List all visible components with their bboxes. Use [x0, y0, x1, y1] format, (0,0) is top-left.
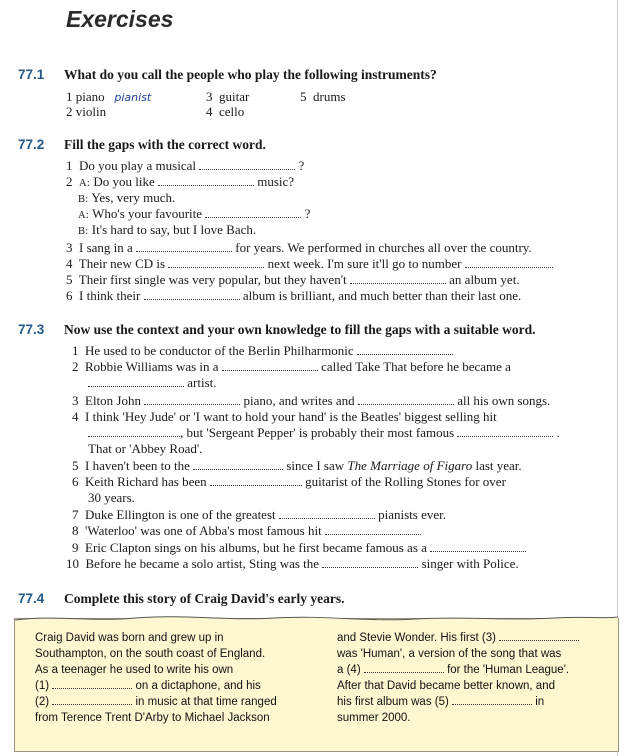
- instrument-item-3: 3 guitar: [206, 89, 250, 104]
- gap-line-2: 2 A: Do you like music?: [66, 174, 295, 189]
- answer-gap[interactable]: [88, 376, 184, 387]
- handwritten-answer: pianist: [114, 91, 152, 104]
- answer-gap[interactable]: [210, 475, 302, 486]
- answer-gap[interactable]: [144, 289, 240, 300]
- story-left-line-2: Southampton, on the south coast of England.: [35, 648, 266, 660]
- answer-gap[interactable]: [325, 524, 421, 535]
- gap-line-4: A: Who's your favourite ?: [78, 206, 311, 221]
- story-left-line-5: (2) in music at that time ranged: [35, 696, 277, 708]
- story-left-line-1: Craig David was born and grew up in: [35, 632, 224, 644]
- answer-gap[interactable]: [279, 508, 375, 519]
- exercise-heading-77-2: Fill the gaps with the correct word.: [64, 137, 266, 152]
- answer-gap[interactable]: [158, 175, 254, 186]
- gap-line-3: B: Yes, very much.: [78, 190, 176, 205]
- exercise-number-77-4: 77.4: [18, 591, 45, 606]
- story-left-line-3: As a teenager he used to write his own: [35, 664, 234, 676]
- answer-gap[interactable]: [364, 663, 444, 673]
- context-line-6: 6 Keith Richard has been guitarist of the Rolling Stones for over: [72, 474, 506, 489]
- answer-gap[interactable]: [358, 394, 454, 405]
- exercise-heading-77-4: Complete this story of Craig David's early years.: [64, 591, 345, 606]
- story-left-line-4: (1) on a dictaphone, and his: [35, 680, 261, 692]
- answer-gap[interactable]: [205, 207, 301, 218]
- answer-gap[interactable]: [322, 557, 418, 568]
- answer-gap[interactable]: [350, 273, 446, 284]
- page-title: Exercises: [66, 6, 174, 32]
- answer-gap[interactable]: [452, 695, 532, 705]
- gap-line-8: 5 Their first single was very popular, but they haven't an album yet.: [66, 272, 520, 287]
- context-line-4c: That or 'Abbey Road'.: [88, 441, 203, 456]
- story-right-line-4: After that David became better known, and: [337, 680, 555, 692]
- answer-gap[interactable]: [168, 257, 264, 268]
- answer-gap[interactable]: [136, 241, 232, 252]
- instrument-item-1: 1 piano pianist: [66, 89, 152, 104]
- context-line-8: 8 'Waterloo' was one of Abba's most famous hit: [72, 523, 421, 539]
- exercise-heading-77-1: What do you call the people who play the following instruments?: [64, 67, 437, 82]
- exercise-number-77-1: 77.1: [18, 67, 45, 82]
- context-line-7: 7 Duke Ellington is one of the greatest pianists ever.: [72, 507, 447, 522]
- instrument-item-4: 4 cello: [206, 104, 245, 119]
- answer-gap[interactable]: [88, 426, 180, 437]
- gap-line-6: 3 I sang in a for years. We performed in churches all over the country.: [66, 240, 532, 255]
- gap-line-9: 6 I think their album is brilliant, and much better than their last one.: [66, 288, 522, 303]
- exercise-heading-77-3: Now use the context and your own knowledge to fill the gaps with a suitable word.: [64, 322, 536, 337]
- story-right-line-5: his first album was (5) in: [337, 696, 545, 708]
- context-line-5: 5 I haven't been to the since I saw The Marriage of Figaro last year.: [72, 458, 522, 473]
- story-box: [14, 618, 619, 752]
- answer-gap[interactable]: [465, 257, 553, 268]
- answer-gap[interactable]: [499, 631, 579, 641]
- context-line-4: 4 I think 'Hey Jude' or 'I want to hold your hand' is the Beatles' biggest selling hit: [72, 409, 497, 424]
- answer-gap[interactable]: [144, 394, 240, 405]
- exercise-number-77-2: 77.2: [18, 137, 45, 152]
- answer-gap[interactable]: [52, 695, 132, 705]
- context-line-2b: artist.: [88, 375, 217, 391]
- story-right-line-6: summer 2000.: [337, 712, 411, 724]
- gap-line-1: 1 Do you play a musical ?: [66, 158, 305, 173]
- answer-gap[interactable]: [193, 459, 283, 470]
- context-line-6b: 30 years.: [88, 490, 135, 505]
- context-line-10: 10 Before he became a solo artist, Sting was the singer with Police.: [66, 556, 519, 571]
- story-right-line-3: a (4) for the 'Human League'.: [337, 664, 570, 676]
- answer-gap[interactable]: [357, 344, 453, 355]
- story-left-line-6: from Terence Trent D'Arby to Michael Jackson: [35, 712, 270, 724]
- answer-gap[interactable]: [222, 360, 318, 371]
- instrument-item-2: 2 violin: [66, 104, 107, 119]
- instrument-item-5: 5 drums: [300, 89, 346, 104]
- story-right-line-1: and Stevie Wonder. His first (3): [337, 631, 579, 645]
- answer-gap[interactable]: [430, 541, 526, 552]
- answer-gap[interactable]: [199, 159, 295, 170]
- story-right-line-2: was 'Human', a version of the song that was: [337, 648, 562, 660]
- gap-line-7: 4 Their new CD is next week. I'm sure it'll go to number: [66, 256, 553, 272]
- exercise-number-77-3: 77.3: [18, 322, 45, 337]
- context-line-3: 3 Elton John piano, and writes and all his own songs.: [72, 393, 551, 408]
- gap-line-5: B: It's hard to say, but I love Bach.: [78, 222, 257, 237]
- torn-edge: [15, 613, 618, 623]
- answer-gap[interactable]: [457, 426, 553, 437]
- context-line-1: 1 He used to be conductor of the Berlin Philharmonic: [72, 343, 453, 359]
- answer-gap[interactable]: [52, 679, 132, 689]
- context-line-9: 9 Eric Clapton sings on his albums, but he first became famous as a: [72, 540, 526, 556]
- context-line-2: 2 Robbie Williams was in a called Take That before he became a: [72, 359, 511, 374]
- context-line-4b: , but 'Sergeant Pepper' is probably their most famous .: [88, 425, 560, 441]
